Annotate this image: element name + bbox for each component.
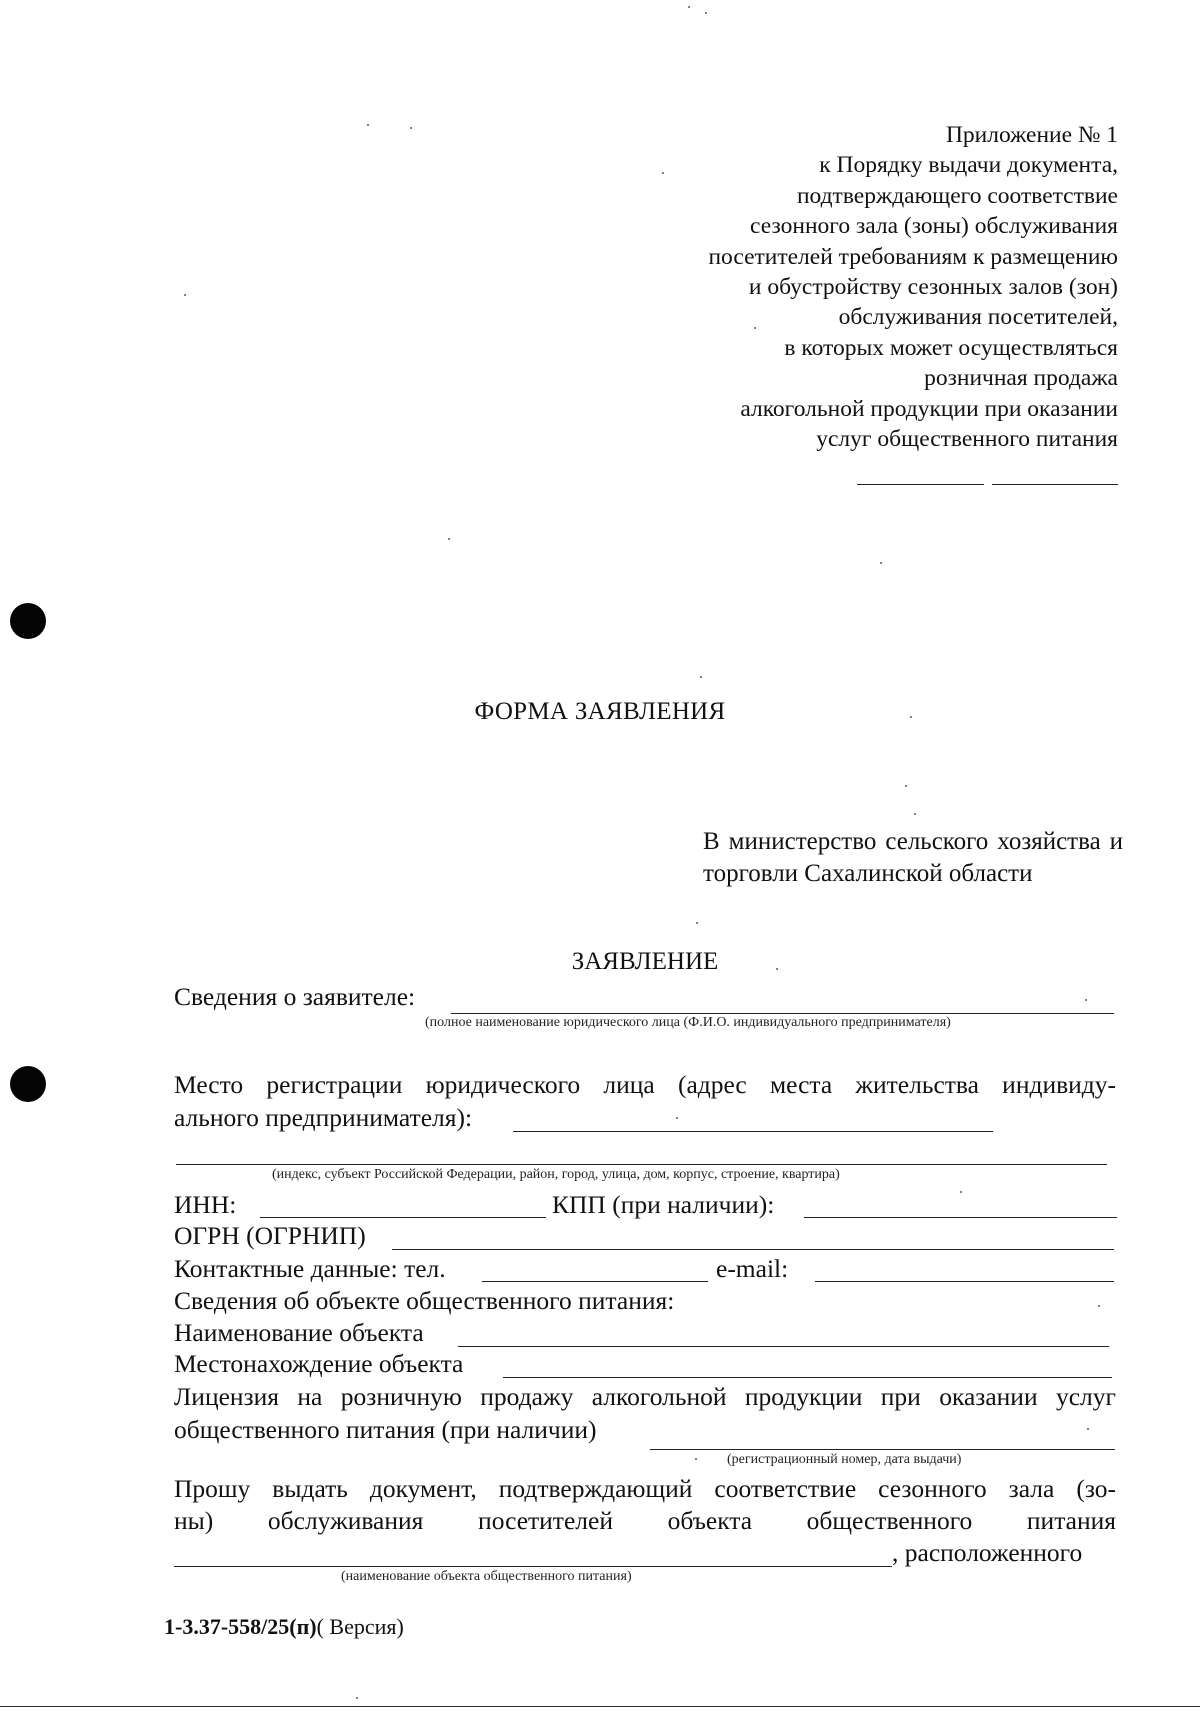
object-name-field[interactable] <box>458 1346 1109 1347</box>
request-line-3-suffix: , расположенного <box>892 1538 1083 1567</box>
appendix-header <box>560 120 1118 454</box>
license-line-2: общественного питания (при наличии) <box>174 1415 597 1444</box>
appendix-line: сезонного зала (зоны) обслуживания <box>750 213 1118 240</box>
ogrn-field[interactable] <box>392 1249 1114 1250</box>
document-code-number: 1-3.37-558/25(п) <box>164 1614 317 1639</box>
bottom-edge-rule <box>0 1706 1200 1707</box>
registration-field-1[interactable] <box>513 1131 993 1132</box>
appendix-line: розничная продажа <box>924 365 1118 392</box>
request-object-field[interactable] <box>174 1566 892 1567</box>
appendix-line: обслуживания посетителей, <box>838 304 1118 331</box>
ogrn-label: ОГРН (ОГРНИП) <box>174 1221 366 1250</box>
license-field[interactable] <box>650 1449 1115 1450</box>
license-hint: (регистрационный номер, дата выдачи) <box>727 1452 962 1467</box>
object-location-field[interactable] <box>503 1377 1112 1378</box>
request-line-2: ны) обслуживания посетителей объекта общественного питания <box>174 1506 1116 1535</box>
appendix-line: Приложение № 1 <box>945 122 1118 148</box>
applicant-field[interactable] <box>451 1013 1114 1014</box>
appendix-line: в которых может осуществляться <box>784 334 1118 361</box>
registration-field-2[interactable] <box>176 1164 1107 1165</box>
punch-hole-bottom <box>10 1066 46 1102</box>
appendix-line: алкогольной продукции при оказании <box>740 395 1118 422</box>
email-field[interactable] <box>815 1281 1114 1282</box>
document-code <box>164 1614 404 1640</box>
registration-line-1: Место регистрации юридического лица (адрес места жительства индивиду- <box>174 1070 1116 1099</box>
document-version: ( Версия) <box>316 1614 404 1639</box>
kpp-field[interactable] <box>804 1217 1117 1218</box>
statement-title: ЗАЯВЛЕНИЕ <box>571 948 719 975</box>
email-label: e-mail: <box>716 1254 789 1283</box>
object-section-label: Сведения об объекте общественного питания: <box>174 1286 675 1315</box>
appendix-signature-line-1 <box>857 484 984 485</box>
appendix-line: подтверждающего соответствие <box>796 182 1118 209</box>
appendix-line: услуг общественного питания <box>816 426 1118 453</box>
applicant-hint: (полное наименование юридического лица (Ф.И.О. индивидуального предпринимателя) <box>425 1015 951 1030</box>
appendix-line: к Порядку выдачи документа, <box>819 152 1118 179</box>
punch-hole-top <box>10 603 46 639</box>
registration-line-2: ального предпринимателя): <box>174 1103 473 1132</box>
license-line-1: Лицензия на розничную продажу алкогольной продукции при оказании услуг <box>174 1382 1116 1411</box>
inn-field[interactable] <box>260 1217 546 1218</box>
request-hint: (наименование объекта общественного питания) <box>341 1569 632 1584</box>
addressee: В министерство сельского хозяйства и торговли Сахалинской области <box>703 828 1123 887</box>
kpp-label: КПП (при наличии): <box>552 1190 775 1219</box>
form-title: ФОРМА ЗАЯВЛЕНИЯ <box>474 698 726 725</box>
registration-hint: (индекс, субъект Российской Федерации, район, город, улица, дом, корпус, строение, квартира) <box>272 1167 840 1182</box>
object-name-label: Наименование объекта <box>174 1318 424 1347</box>
object-location-label: Местонахождение объекта <box>174 1349 464 1378</box>
appendix-line: и обустройству сезонных залов (зон) <box>748 274 1118 301</box>
appendix-signature-line-2 <box>992 484 1118 485</box>
request-line-1: Прошу выдать документ, подтверждающий соответствие сезонного зала (зо- <box>174 1474 1116 1503</box>
applicant-label: Сведения о заявителе: <box>174 982 416 1011</box>
inn-label: ИНН: <box>174 1190 237 1219</box>
phone-field[interactable] <box>482 1281 708 1282</box>
phone-label: Контактные данные: тел. <box>174 1254 446 1283</box>
appendix-line: посетителей требованиям к размещению <box>708 243 1118 270</box>
